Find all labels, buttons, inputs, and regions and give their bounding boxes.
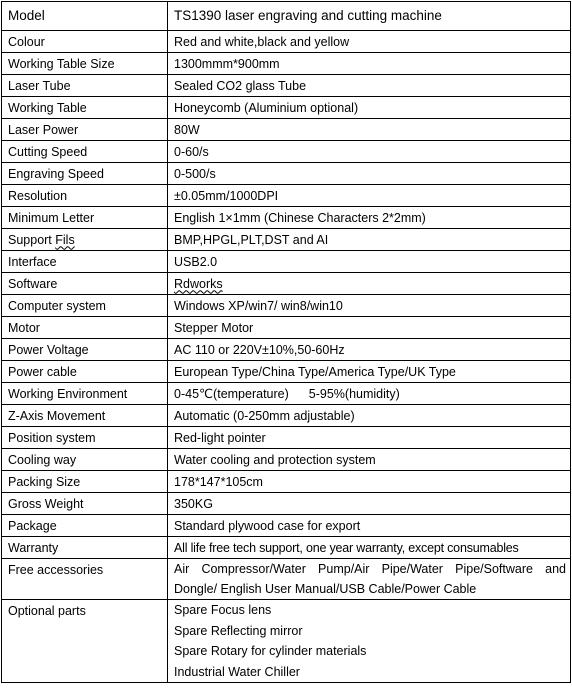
- spec-value: Water cooling and protection system: [168, 449, 571, 471]
- spec-value: Automatic (0-250mm adjustable): [168, 405, 571, 427]
- spec-key: Engraving Speed: [2, 163, 168, 185]
- spec-row-working-table: [2, 97, 571, 119]
- spec-row-engraving-speed: [2, 163, 571, 185]
- spec-row-software: [2, 273, 571, 295]
- spec-key: Interface: [2, 251, 168, 273]
- spec-key: Laser Tube: [2, 75, 168, 97]
- spec-value: [168, 559, 571, 600]
- spec-key: Colour: [2, 31, 168, 53]
- spec-row-model: [2, 2, 571, 31]
- spec-value-temperature: 0-45℃(temperature): [174, 386, 289, 401]
- specification-table: [1, 1, 571, 683]
- spec-value: ±0.05mm/1000DPI: [168, 185, 571, 207]
- spec-key: Model: [2, 2, 168, 31]
- spec-key: Computer system: [2, 295, 168, 317]
- spec-value: 80W: [168, 119, 571, 141]
- spec-key: Position system: [2, 427, 168, 449]
- spec-value: Red and white,black and yellow: [168, 31, 571, 53]
- spec-key: Power cable: [2, 361, 168, 383]
- spellcheck-underlined-word: Fils: [55, 232, 75, 247]
- spec-value: TS1390 laser engraving and cutting machine: [168, 2, 571, 31]
- spec-value: AC 110 or 220V±10%,50-60Hz: [168, 339, 571, 361]
- spec-value: European Type/China Type/America Type/UK Type: [168, 361, 571, 383]
- spec-value: [168, 273, 571, 295]
- spec-row-power-cable: [2, 361, 571, 383]
- spec-value: English 1×1mm (Chinese Characters 2*2mm): [168, 207, 571, 229]
- spec-row-interface: [2, 251, 571, 273]
- spec-key: Working Environment: [2, 383, 168, 405]
- spec-row-working-table-size: [2, 53, 571, 75]
- spec-row-minimum-letter: [2, 207, 571, 229]
- spec-row-cooling-way: [2, 449, 571, 471]
- spec-key-prefix: Support: [8, 232, 56, 247]
- spec-key: [2, 229, 168, 251]
- spec-row-z-axis-movement: [2, 405, 571, 427]
- spec-key: Working Table Size: [2, 53, 168, 75]
- optional-part-item: Spare Focus lens: [174, 603, 272, 617]
- spec-value: 0-60/s: [168, 141, 571, 163]
- spec-row-packing-size: [2, 471, 571, 493]
- spec-value: [168, 600, 571, 683]
- spellcheck-underlined-word: Rdworks: [174, 276, 223, 291]
- spec-row-resolution: [2, 185, 571, 207]
- spec-key: Packing Size: [2, 471, 168, 493]
- spec-key: Laser Power: [2, 119, 168, 141]
- spec-value: Sealed CO2 glass Tube: [168, 75, 571, 97]
- spec-key: Working Table: [2, 97, 168, 119]
- spec-value: Windows XP/win7/ win8/win10: [168, 295, 571, 317]
- spec-value: BMP,HPGL,PLT,DST and AI: [168, 229, 571, 251]
- optional-part-item: Spare Reflecting mirror: [174, 623, 303, 638]
- spec-row-power-voltage: [2, 339, 571, 361]
- spec-value: Standard plywood case for export: [168, 515, 571, 537]
- spec-key: Gross Weight: [2, 493, 168, 515]
- spec-row-laser-power: [2, 119, 571, 141]
- spec-row-warranty: [2, 537, 571, 559]
- spec-key: Software: [2, 273, 168, 295]
- spec-row-motor: [2, 317, 571, 339]
- spec-row-optional-parts: [2, 600, 571, 683]
- spec-key: Minimum Letter: [2, 207, 168, 229]
- spec-row-computer-system: [2, 295, 571, 317]
- optional-part-item: Industrial Water Chiller: [174, 664, 300, 679]
- spec-row-colour: [2, 31, 571, 53]
- spec-row-cutting-speed: [2, 141, 571, 163]
- spec-key: Cutting Speed: [2, 141, 168, 163]
- spec-value: [168, 383, 571, 405]
- spec-key: Package: [2, 515, 168, 537]
- spec-key: Resolution: [2, 185, 168, 207]
- spec-row-package: [2, 515, 571, 537]
- spec-value: 1300mmm*900mm: [168, 53, 571, 75]
- spec-row-position-system: [2, 427, 571, 449]
- spec-row-free-accessories: [2, 559, 571, 600]
- spec-value: Red-light pointer: [168, 427, 571, 449]
- spec-value: 350KG: [168, 493, 571, 515]
- spec-value: 0-500/s: [168, 163, 571, 185]
- spec-value: Stepper Motor: [168, 317, 571, 339]
- spec-key: Optional parts: [2, 600, 168, 683]
- spec-key: Z-Axis Movement: [2, 405, 168, 427]
- spec-row-support-files: [2, 229, 571, 251]
- spec-value: Honeycomb (Aluminium optional): [168, 97, 571, 119]
- spec-value-line: Air Compressor/Water Pump/Air Pipe/Water Pipe/Software and: [174, 562, 566, 576]
- spec-value-humidity: 5-95%(humidity): [308, 386, 400, 401]
- spec-row-working-environment: [2, 383, 571, 405]
- spec-key: Cooling way: [2, 449, 168, 471]
- spec-key: Warranty: [2, 537, 168, 559]
- spec-row-laser-tube: [2, 75, 571, 97]
- spec-key: Motor: [2, 317, 168, 339]
- spec-value: 178*147*105cm: [168, 471, 571, 493]
- spec-key: Free accessories: [2, 559, 168, 600]
- spec-value-line: Dongle/ English User Manual/USB Cable/Power Cable: [174, 582, 477, 596]
- optional-part-item: Spare Rotary for cylinder materials: [174, 644, 367, 658]
- spec-value: All life free tech support, one year warranty, except consumables: [168, 537, 571, 559]
- spec-row-gross-weight: [2, 493, 571, 515]
- spec-key: Power Voltage: [2, 339, 168, 361]
- spec-value: USB2.0: [168, 251, 571, 273]
